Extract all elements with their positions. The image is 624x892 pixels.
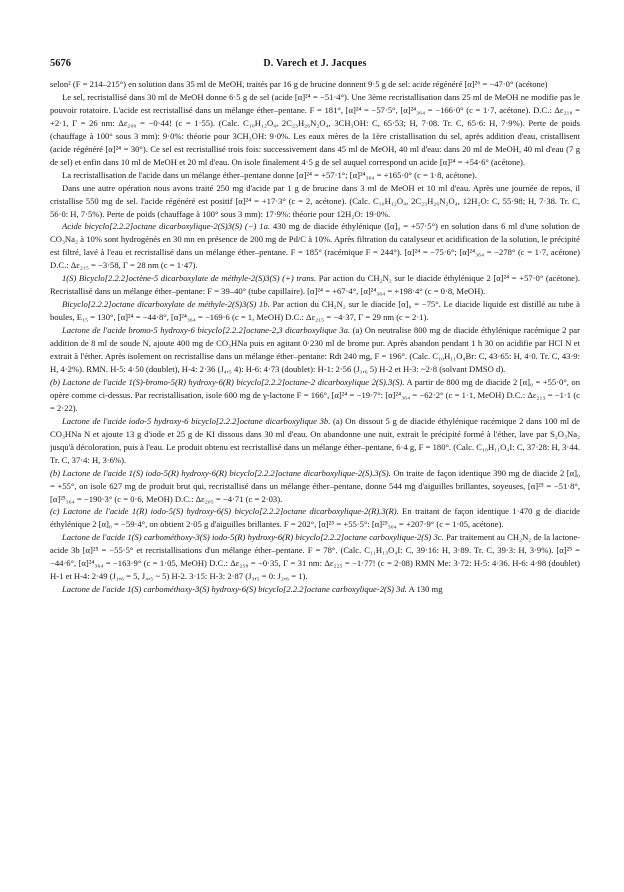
paragraph-text: On traite de façon identique 390 mg de diacide 2 [α]₀ = +55°, on isole 627 mg de produit brut qui, recristallisé dans un mélange éther–pentane, donne 544 mg d'aiguilles brillantes, soyeuses, [α]²⁵ = −51·8°, [α]²⁵₃₆₄ = −190·3° (c = 0·6, MeOH) D.C.: Δε₂₀₅ = −4·71 (c = 2·03). bbox=[50, 467, 580, 504]
paragraph-text: 430 mg de diacide éthylénique ([α]₀ = +57·5°) en solution dans 6 ml d'une solution de CO₃Na₂ à 10% sont hydrogénés en 30 mn en présence de 200 mg de Pd/C à 10%. Après filtration du catalyseur et acidification de la solution, le précipité est filtré, lavé à l'eau et recristallisé dans un mélange éther–pentane. F = 185° (racémique F = 244°). [α]²⁴ = −75·6°; [α]²⁴₃₆₄ = −278° (c = 1·7, acétone) D.C.: Δε₂₁₅ = −3·58, Γ = 28 nm (c = 1·47). bbox=[50, 221, 580, 271]
paragraph bbox=[50, 583, 580, 596]
page-number: 5676 bbox=[50, 58, 71, 69]
compound-heading: Acide bicyclo[2.2.2]octane dicarboxylique-2(S)3(S) (−) 1a. bbox=[62, 221, 271, 232]
paragraph bbox=[50, 91, 580, 169]
paragraph bbox=[50, 272, 580, 298]
compound-heading: Lactone de l'acide 1(S) carbométhoxy-3(S) hydroxy-6(S) bicyclo[2.2.2]octane carboxylique-2(S) 3d. bbox=[62, 584, 407, 595]
paragraph-text: Par traitement au CH₂N₂ de la lactone-acide 3b [α]²⁵ = −55·5° et recristallisations d'un mélange éther–pentane. F = 78°. (Calc. C₁₁H₁₃O₄I: C, 39·16: H, 3·89. Tr. C, 39·3: H, 3·9%). [α]²⁵ = −44·6°, [α]²⁴₃₆₄ = −163·9° (c = 1·05, MeOH) D.C.: Δε₂₅₈ = −0·35, Γ = 31 nm: Δε₂₂₅ = −1·77! (c = 2·08) RMN Me: 3·72: H-5: 4·36. H-6: 4·98 (doublet) H-1 et H-4: 2·49 (J₁,₆ = 5, J₄,₅ ~ 5) H-2. 3·15: H-3: 2·87 (J₃,₅ = 0: J₂,₆ = 1). bbox=[50, 532, 580, 582]
paragraph bbox=[50, 376, 580, 415]
article-body bbox=[50, 78, 580, 878]
paragraph bbox=[50, 169, 580, 182]
paragraph bbox=[50, 324, 580, 376]
compound-heading: (b) Lactone de l'acide 1(S)-bromo-5(R) hydroxy-6(R) bicyclo[2.2.2]octane-2 dicarboxylique 2(S).3(S). bbox=[50, 376, 405, 387]
compound-heading: 1(S) Bicyclo[2.2.2]octène-5 dicarboxylate de méthyle-2(S)3(S) (+) trans. bbox=[62, 273, 317, 284]
paragraph-text: A 130 mg bbox=[406, 584, 443, 595]
page-header bbox=[50, 58, 580, 72]
paragraph-text: Dans une autre opération nous avons traité 250 mg d'acide par 1 g de brucine dans 3 ml de MeOH et 10 ml d'eau. Après une journée de repos, il cristallise 550 mg de sel. l'acide régénéré est positif [α]²⁴ = +17·3° (c = 2, acétone). (Calc. C₁₀H₁₂O₄, 2C₂₃H₂₆N₂O₄, 12H₂O: C, 55·98; H, 7·38. Tr. C, 56·0: H, 7·5%). Perte de poids (chauffage à 100° sous 3 mm): 17·9%: théorie pour 12H₂O: 19·0%. bbox=[50, 182, 580, 219]
paragraph-text: A partir de 800 mg de diacide 2 [α]₀ = +55·0°, on opère comme ci-dessus. Par recristallisation, isole 600 mg de γ-lactone F = 166°, [α]²⁴ = −19·7°: [α]²⁴₃₆₄ = −62·2° (c = 1·1, MeOH) D.C.: Δε₂₁₃ = −1·1 (c = 2·22). bbox=[50, 376, 580, 413]
compound-heading: (c) Lactone de l'acide 1(R) iodo-5(S) hydroxy-6(S) bicyclo[2.2.2]octane dicarboxylique-2(R).3(R). bbox=[50, 506, 399, 517]
paragraph bbox=[50, 415, 580, 467]
paragraph-text: La recristallisation de l'acide dans un mélange éther–pentane donne [α]²⁴ = +57·1°; [α]²⁴₃₆₄ = +165·0° (c = 1·8, acétone). bbox=[62, 169, 477, 180]
paragraph-text: (a) On neutralise 800 mg de diacide éthylénique racémique 2 par addition de 8 ml de soude N, ajoute 400 mg de CO₃HNa puis en agitant 0·230 ml de brome pur. Après abandon pendant 1 h 30 on acidifie par HCl N et extrait à l'éther. Après isolement on recristallise dans un mélange éther–pentane: Rdt 240 mg, F = 196°. (Calc. C₁₀H₁₁O₄Br: C, 43·65: H, 4·0. Tr. C, 43·9: H, 4·2%). RMN. H-5: 4·50 (doublet), H-4: 2·36 (J₄,₅ 4): H-6: 4·73 (doublet): H-1: 2·56 (J₁,₆ 5) H-2 et H-3: ~2·8 (solvant DMSO d). bbox=[50, 325, 580, 374]
paragraph bbox=[50, 182, 580, 221]
compound-heading: Lactone de l'acide 1(S) carbométhoxy-3(S) iodo-5(R) hydroxy-6(R) bicyclo[2.2.2]octane carboxylique-2(S) 3c. bbox=[62, 532, 444, 543]
paragraph bbox=[50, 505, 580, 531]
compound-heading: Lactone de l'acide iodo-5 hydroxy-6 bicyclo[2.2.2]octane dicarboxylique 3b. bbox=[62, 415, 331, 426]
compound-heading: Lactone de l'acide bromo-5 hydroxy-6 bicyclo[2.2.2]octane-2,3 dicarboxylique 3a. bbox=[62, 325, 351, 336]
paragraph-text: Le sel, recristallisé dans 30 ml de MeOH donne 6·5 g de sel (acide [α]²⁴ = −51·4°). Une 3ème recristallisation dans 25 ml de MeOH ne modifie pas le pouvoir rotatoire. L'acide est recristallisé dans un mélange éther–pentane. F = 181°, [α]²⁴ = −57·5°, [α]²⁴₃₆₄ = −166·0° (c = 1·7, acétone). D.C.: Δε₂₁₈ = +2·1, Γ = 26 nm: Δε₂₀₀ = −0·44! (c = 1·55). (Calc. C₁₀H₁₂O₄, 2C₂₃H₂₆N₂O₄, 3CH₃OH: C, 65·53; H, 7·08. Tr. C, 65·6: H, 7·9%). Perte de poids (chauffage à 100° sous 3 mm): 9·0%: théorie pour 3CH₃OH: 9·0%. Les eaux mères de la 1ère cristallisation du sel, après addition d'eau, cristallisent (acide régénéré [α]²⁴ = 30°). Ce sel est recristallisé trois fois: successivement dans 45 ml de MeOH, 40 ml d'eau: dans 20 ml de MeOH, 40 ml d'eau (7 g de sel) et enfin dans 10 ml de MeOH et 20 ml d'eau. On isole finalement 4·5 g de sel auquel correspond un acide [α]²⁴ = +54·6° (acétone). bbox=[50, 91, 580, 167]
paragraph-text: (a) On dissout 5 g de diacide éthylénique racémique 2 dans 100 ml de CO₃HNa N et ajoute 13 g d'iode et 25 g de KI dissous dans 30 ml d'eau. On abandonne une nuit, extrait le précipité formé à l'éther, lave par S₂O₃Na₂ jusqu'à décoloration, puis à l'eau. Le produit obtenu est recristallisé dans un mélange éther–pentane, 6·4 g, F = 180°. (Calc. C₁₀H₁₁O₄I: C, 37·28: H, 3·44. Tr. C, 37·4: H, 3·6%). bbox=[50, 415, 580, 465]
paragraph bbox=[50, 220, 580, 272]
paragraph bbox=[50, 78, 580, 91]
compound-heading: (b) Lactone de l'acide 1(S) iodo-5(R) hydroxy-6(R) bicyclo[2.2.2]octane dicarboxylique-2(S).3(S). bbox=[50, 467, 391, 478]
running-head: D. Varech et J. Jacques bbox=[263, 58, 367, 69]
paragraph bbox=[50, 531, 580, 583]
paragraph-text: selon² (F = 214–215°) en solution dans 35 ml de MeOH, traités par 16 g de brucine donnent 9·5 g de sel: acide régénéré [α]²⁶ = −47·0° (acétone) bbox=[50, 79, 548, 89]
paragraph bbox=[50, 467, 580, 506]
compound-heading: Bicyclo[2.2.2]octane dicarboxylate de méthyle-2(S)3(S) 1b. bbox=[62, 299, 270, 310]
paragraph-text: Par action du CH₂N₂ sur le diacide éthylénique 2 [α]²⁴ = +57·0° (acétone). Recristallisé dans un mélange éther–pentane: F = 39–40° (tube capillaire). [α]²⁴ = +67·4°, [α]²⁴₃₆₄ = +198·4° (c = 0·8, MeOH). bbox=[50, 273, 580, 297]
paragraph-text: En traitant de façon identique 1·470 g de diacide éthylénique 2 [α]₀ = −59·4°, on obtient 2·05 g d'aiguilles brillantes. F = 202°, [α]²⁵ = +55·5°: [α]²⁵₃₆₄ = +207·9° (c = 1·05, acétone). bbox=[50, 506, 580, 530]
paragraph bbox=[50, 298, 580, 324]
paragraph-text: Par action du CH₂N₂ sur le diacide [α]₀ = −75°. Le diacide liquide est distillé au tube à boules, E₁₅ = 130°, [α]²⁴ = −44·8°, [α]²⁴₃₆₄ = −169·6 (c = 1, MeOH) D.C.: Δε₂₁₅ = −4·37, Γ = 29 nm (c = 2·1). bbox=[50, 299, 580, 323]
